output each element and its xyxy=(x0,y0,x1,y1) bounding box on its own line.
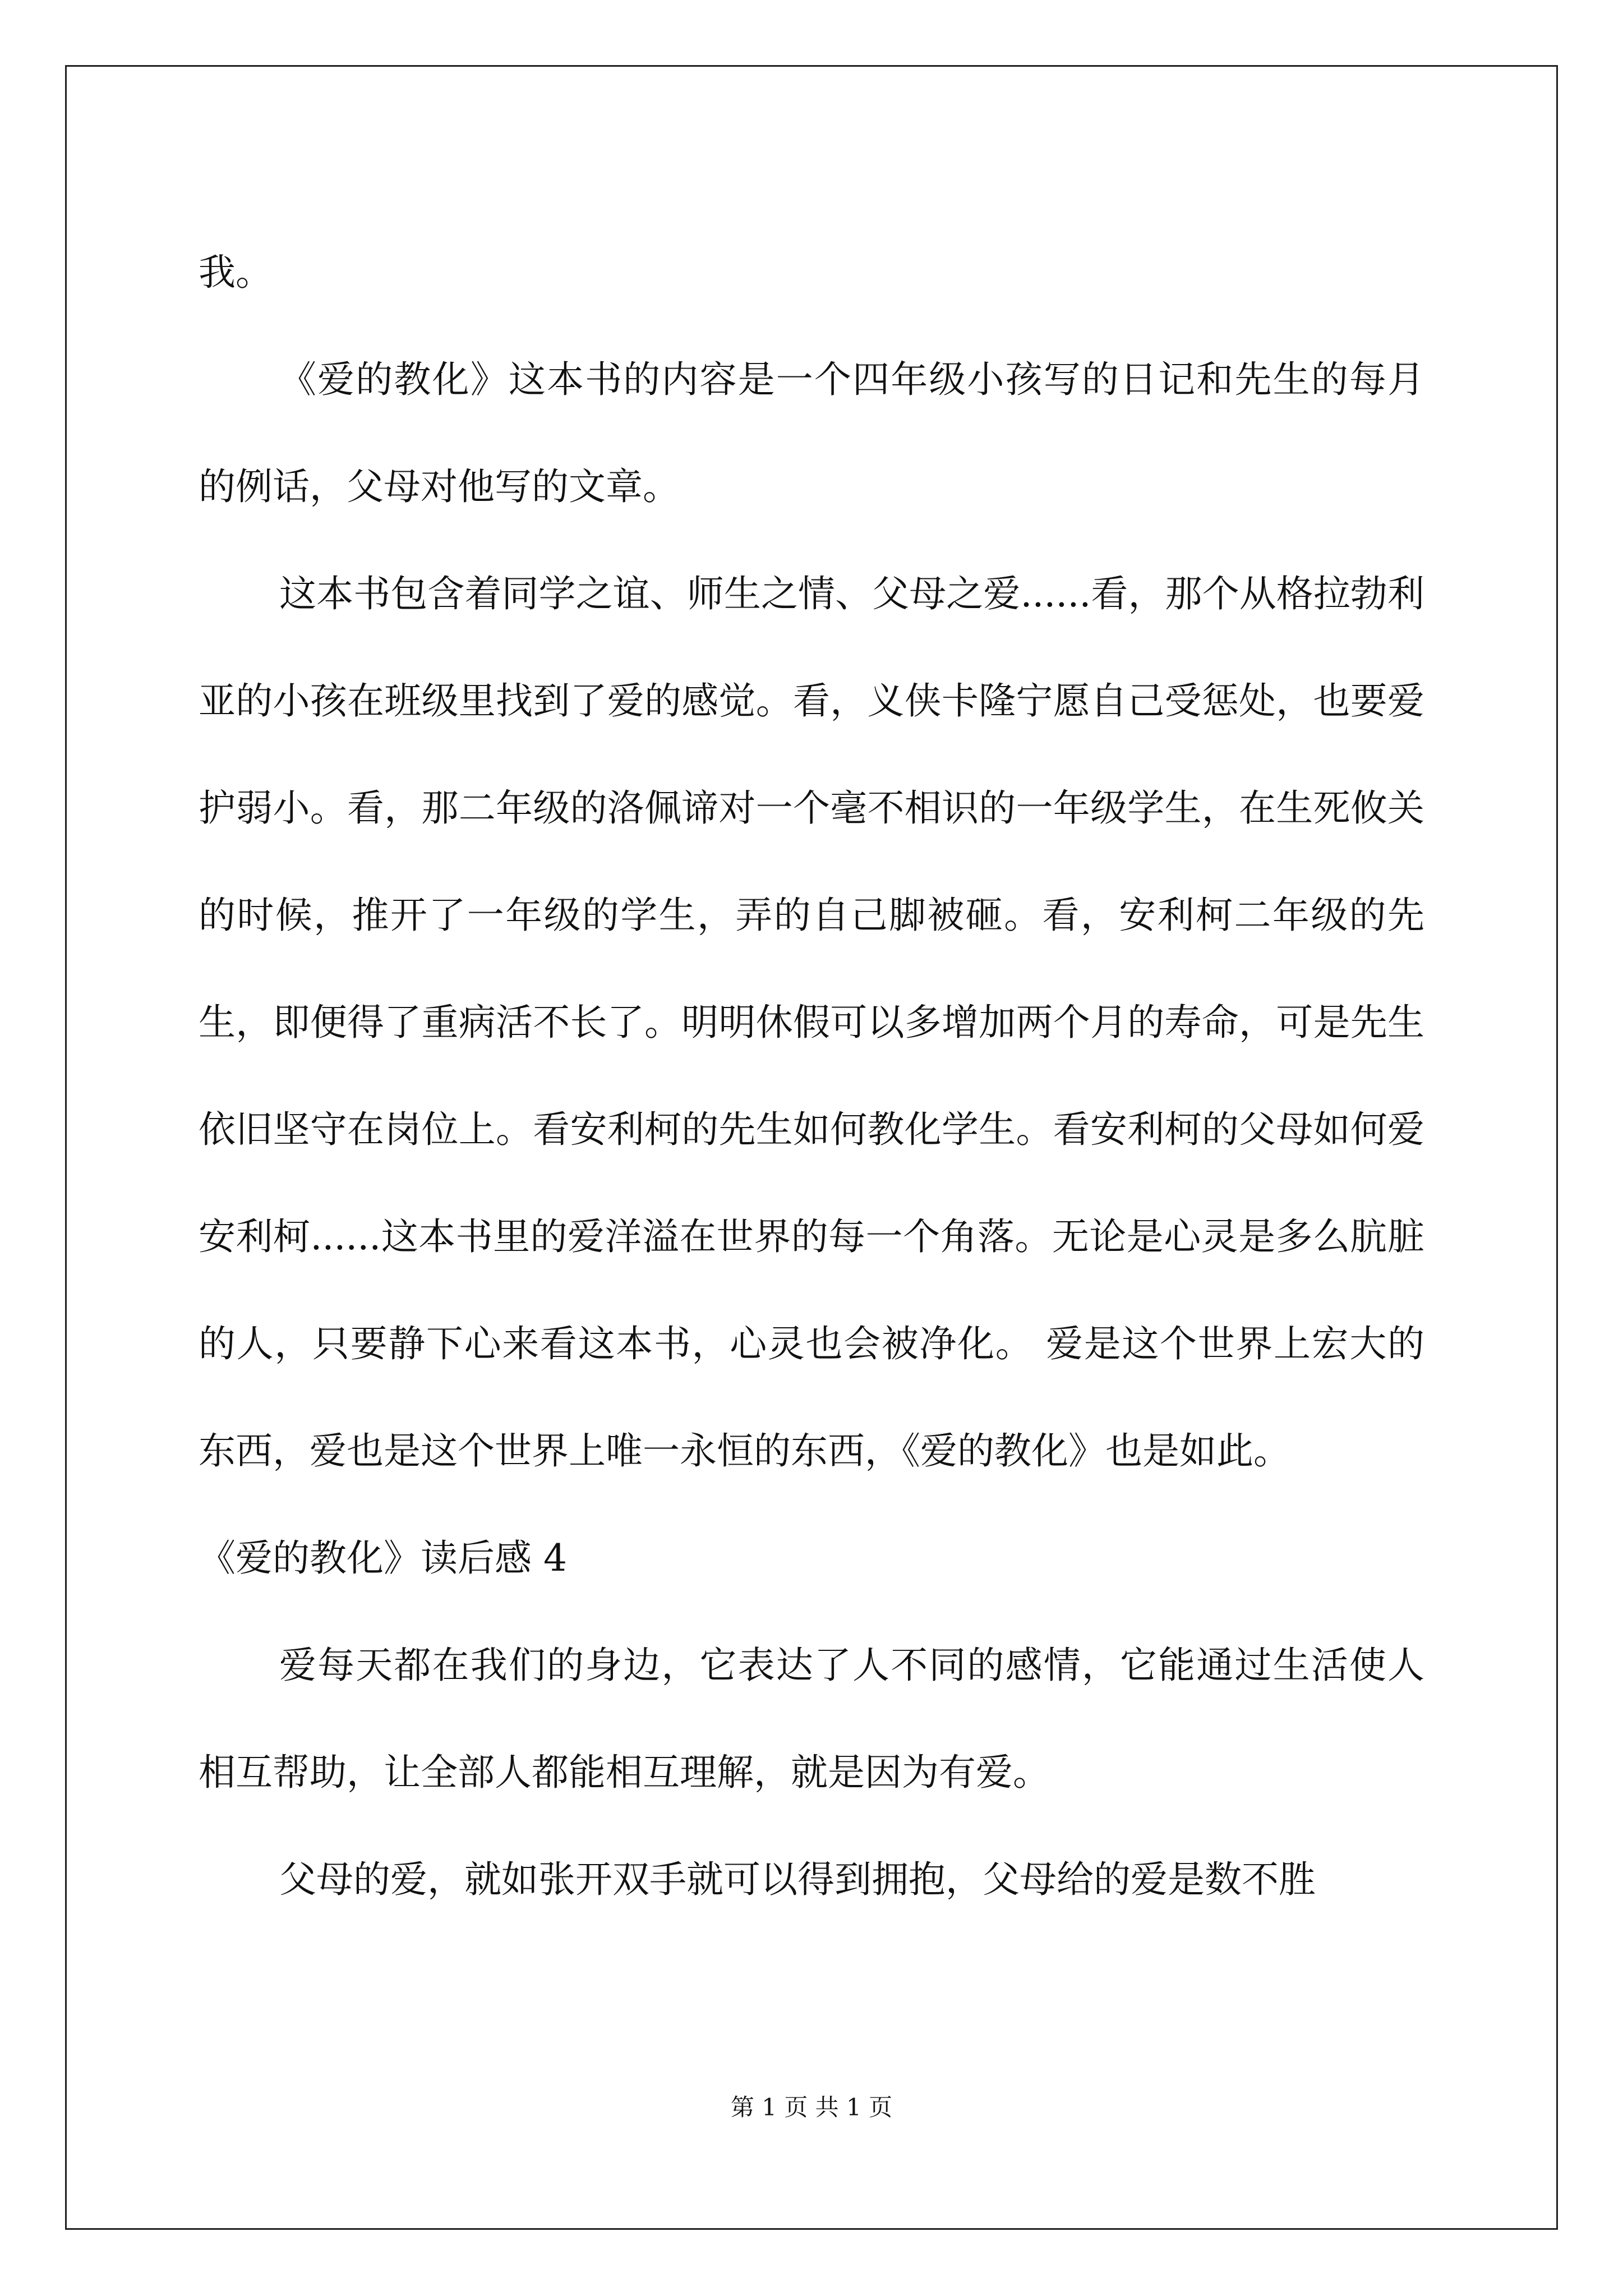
paragraph-book-themes: 这本书包含着同学之谊、师生之情、父母之爱......看，那个从格拉勃利亚的小孩在班级里找到了爱的感觉。看，义侠卡隆宁愿自己受惩处，也要爱护弱小。看，那二年级的洛佩谛对一个毫不相识的一年级学生，在生死攸关的时候，推开了一年级的学生，弄的自己脚被砸。看，安利柯二年级的先生，即便得了重病活不长了。明明休假可以多增加两个月的寿命，可是先生依旧坚守在岗位上。看安利柯的先生如何教化学生。看安利柯的父母如何爱安利柯......这本书里的爱洋溢在世界的每一个角落。无论是心灵是多么肮脏的人，只要静下心来看这本书，心灵也会被净化。 爱是这个世界上宏大的东西，爱也是这个世界上唯一永恒的东西，《爱的教化》也是如此。 xyxy=(199,572,1424,1473)
paragraph-book-content: 《爱的教化》这本书的内容是一个四年级小孩写的日记和先生的每月的例话，父母对他写的文章。 xyxy=(199,358,1424,508)
page-number-footer: 第 1 页 共 1 页 xyxy=(730,2093,893,2121)
section-heading: 《爱的教化》读后感 4 xyxy=(199,1536,567,1580)
document-body xyxy=(199,219,1424,1933)
paragraph-parents-love: 父母的爱，就如张开双手就可以得到拥抱，父母给的爱是数不胜 xyxy=(279,1858,1316,1901)
paragraph-love-everyday: 爱每天都在我们的身边，它表达了人不同的感情，它能通过生活使人相互帮助，让全部人都能相互理解，就是因为有爱。 xyxy=(199,1644,1424,1794)
paragraph-continuation: 我。 xyxy=(199,251,273,294)
